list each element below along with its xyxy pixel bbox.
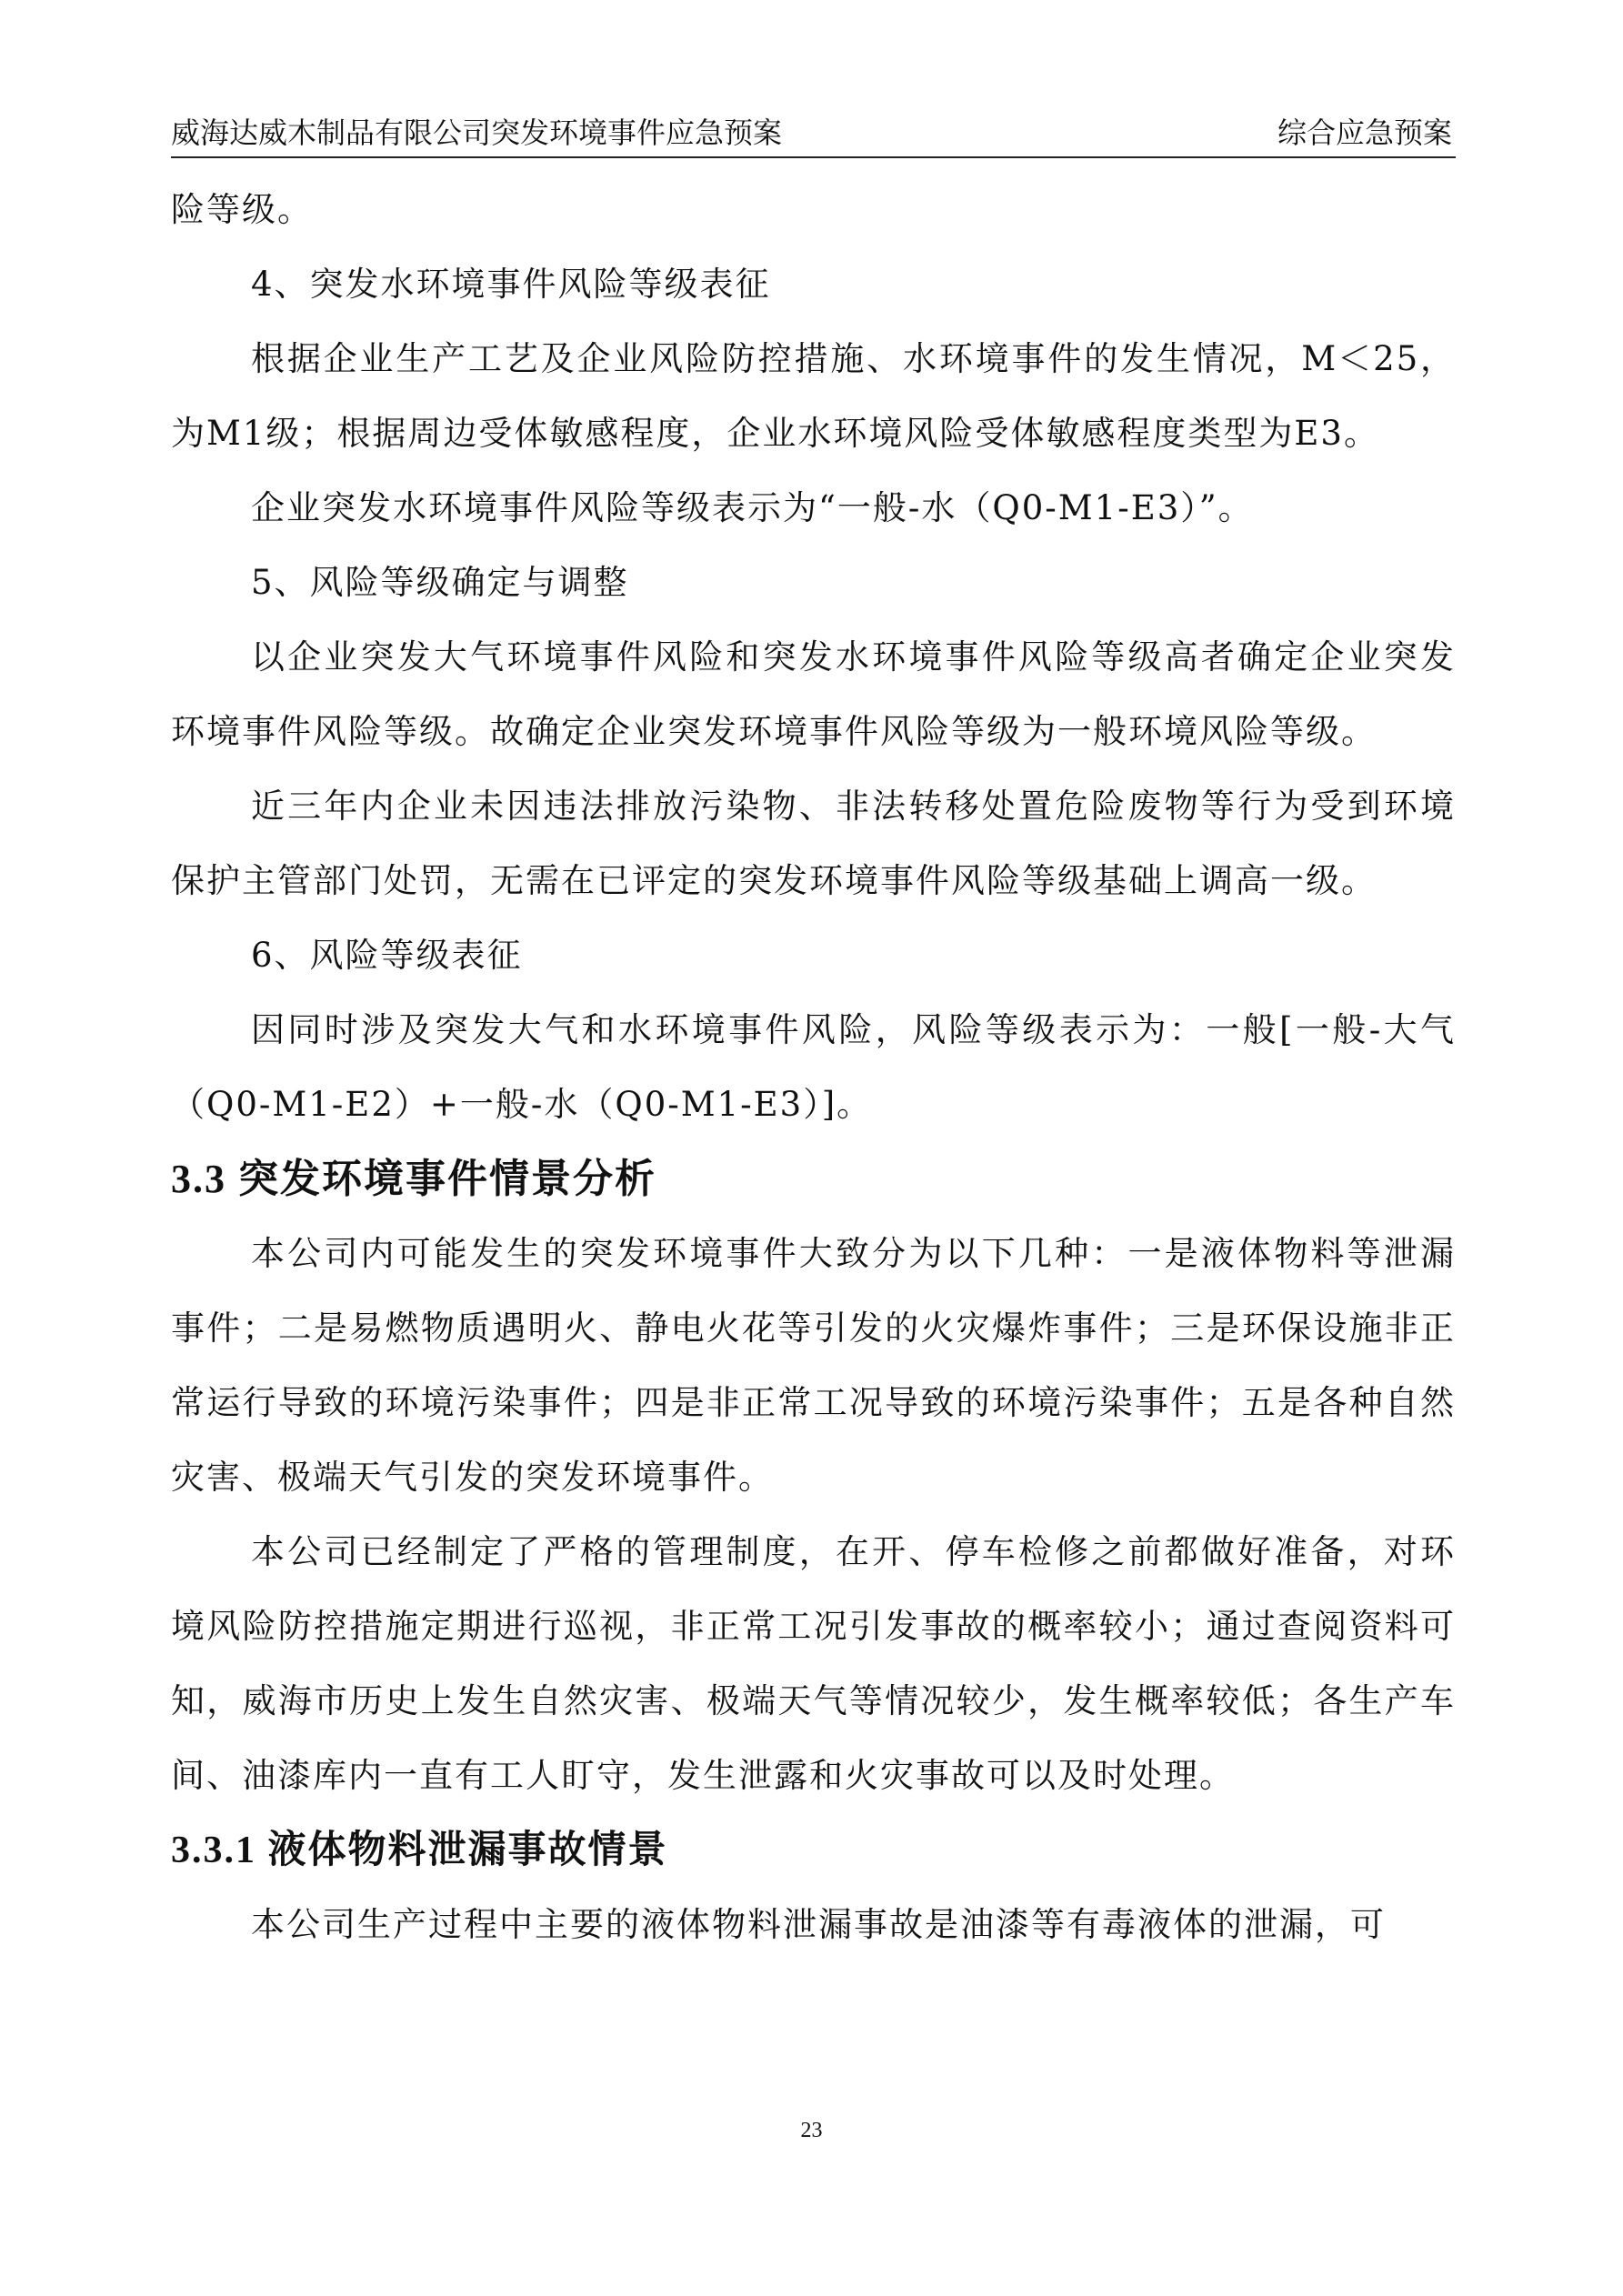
- section-heading-3-3: 3.3 突发环境事件情景分析: [171, 1157, 656, 1201]
- paragraph: 因同时涉及突发大气和水环境事件风险，风险等级表示为：一般[一般-大气（Q0-M1-E2）+一般-水（Q0-M1-E3）]。: [171, 1010, 1456, 1124]
- paragraph: 企业突发水环境事件风险等级表示为“一般-水（Q0-M1-E3）”。: [251, 488, 1254, 527]
- page-header: [171, 116, 1456, 158]
- paragraph: 本公司生产过程中主要的液体物料泄漏事故是油漆等有毒液体的泄漏，可: [251, 1905, 1386, 1944]
- subheading-risk-adjustment: 5、风险等级确定与调整: [251, 563, 629, 602]
- header-section-title: 综合应急预案: [1277, 115, 1452, 150]
- page-number: 23: [800, 2119, 823, 2142]
- header-document-title: 威海达威木制品有限公司突发环境事件应急预案: [171, 115, 783, 150]
- page-content: [171, 173, 1456, 1962]
- paragraph: 近三年内企业未因违法排放污染物、非法转移处置危险废物等行为受到环境保护主管部门处罚，无需在已评定的突发环境事件风险等级基础上调高一级。: [171, 787, 1456, 900]
- paragraph: 根据企业生产工艺及企业风险防控措施、水环境事件的发生情况，M＜25，为M1级；根据周边受体敏感程度，企业水环境风险受体敏感程度类型为E3。: [171, 339, 1456, 453]
- paragraph: 险等级。: [171, 190, 313, 229]
- paragraph: 以企业突发大气环境事件风险和突发水环境事件风险等级高者确定企业突发环境事件风险等级。故确定企业突发环境事件风险等级为一般环境风险等级。: [171, 637, 1456, 751]
- subheading-risk-characterization: 6、风险等级表征: [251, 936, 523, 975]
- section-heading-3-3-1: 3.3.1 液体物料泄漏事故情景: [171, 1830, 668, 1871]
- paragraph: 本公司已经制定了严格的管理制度，在开、停车检修之前都做好准备，对环境风险防控措施定期进行巡视，非正常工况引发事故的概率较小；通过查阅资料可知，威海市历史上发生自然灾害、极端天气等情况较少，发生概率较低；各生产车间、油漆库内一直有工人盯守，发生泄露和火灾事故可以及时处理。: [171, 1532, 1456, 1795]
- paragraph: 本公司内可能发生的突发环境事件大致分为以下几种：一是液体物料等泄漏事件；二是易燃物质遇明火、静电火花等引发的火灾爆炸事件；三是环保设施非正常运行导致的环境污染事件；四是非正常工况导致的环境污染事件；五是各种自然灾害、极端天气引发的突发环境事件。: [171, 1234, 1456, 1497]
- subheading-water-risk: 4、突发水环境事件风险等级表征: [251, 265, 771, 304]
